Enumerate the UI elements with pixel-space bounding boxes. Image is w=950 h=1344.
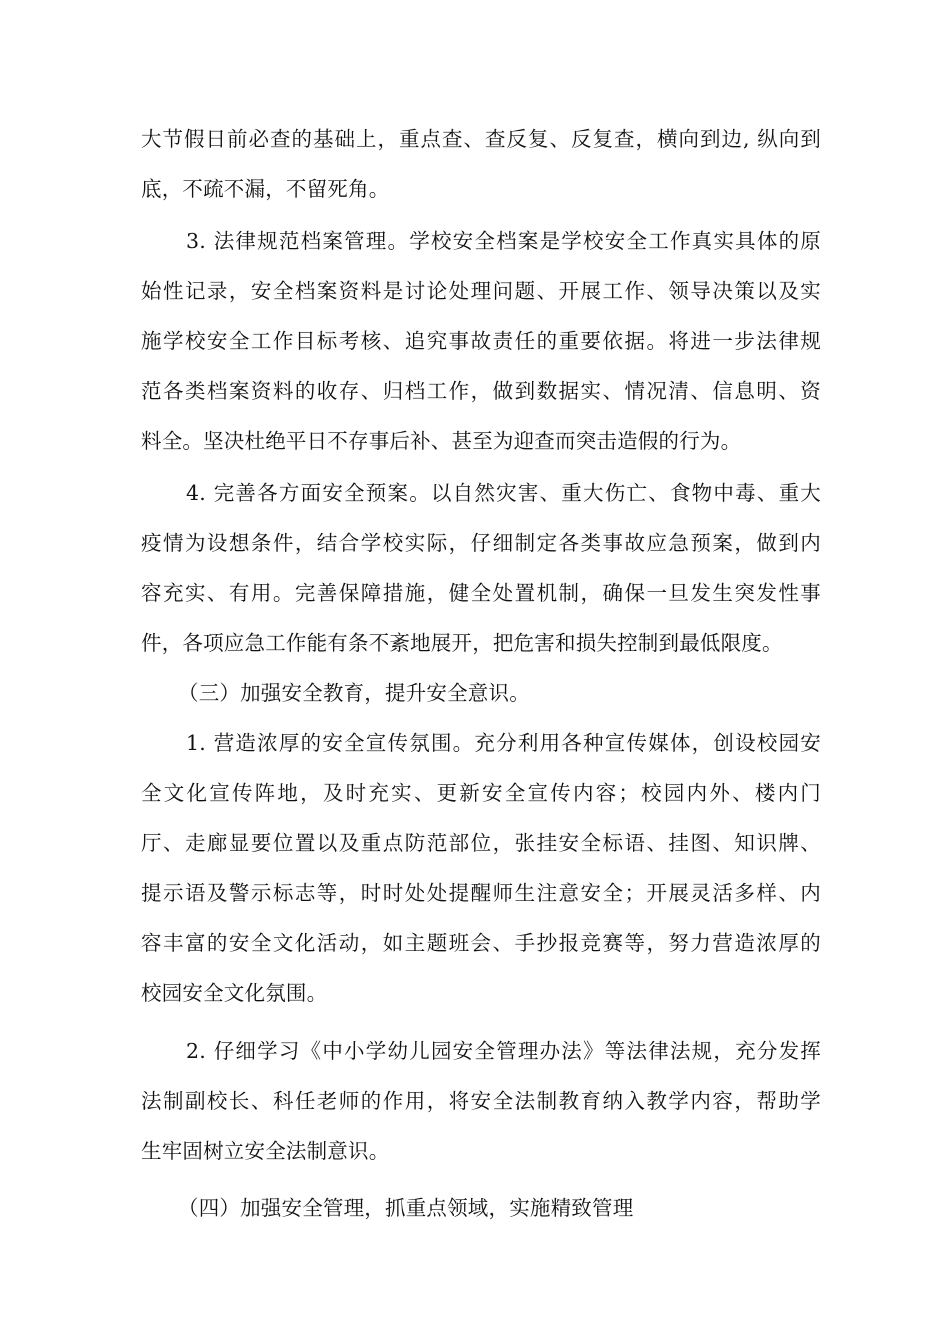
text-line: 范各类档案资料的收存、归档工作，做到数据实、情况清、信息明、资: [141, 379, 821, 403]
text-line: 校园安全文化氛围。: [141, 981, 328, 1005]
text-line: 底，不疏不漏，不留死角。: [141, 177, 390, 201]
text-line: 生牢固树立安全法制意识。: [141, 1139, 390, 1163]
text-line: 始性记录，安全档案资料是讨论处理问题、开展工作、领导决策以及实: [141, 279, 821, 303]
text-line: 容充实、有用。完善保障措施，健全处置机制，确保一旦发生突发性事: [141, 581, 821, 605]
text-line: 提示语及警示标志等，时时处处提醒师生注意安全；开展灵活多样、内: [141, 881, 821, 905]
text-line: 料全。坚决杜绝平日不存事后补、甚至为迎查而突击造假的行为。: [141, 429, 742, 453]
paragraph-4-first-line: 4. 完善各方面安全预案。以自然灾害、重大伤亡、食物中毒、重大: [186, 481, 821, 505]
item-1-first-line: 1. 营造浓厚的安全宣传氛围。充分利用各种宣传媒体，创设校园安: [186, 731, 821, 755]
text-line: 疫情为设想条件，结合学校实际，仔细制定各类事故应急预案，做到内: [141, 531, 821, 555]
text-line: 大节假日前必查的基础上，重点查、查反复、反复查，横向到边, 纵向到: [141, 127, 821, 151]
text-line: 全文化宣传阵地，及时充实、更新安全宣传内容；校园内外、楼内门: [141, 781, 821, 805]
section-heading-4: （四）加强安全管理，抓重点领域，实施精致管理: [178, 1196, 634, 1220]
text-line: 施学校安全工作目标考核、追究事故责任的重要依据。将进一步法律规: [141, 329, 821, 353]
text-line: 法制副校长、科任老师的作用，将安全法制教育纳入教学内容，帮助学: [141, 1089, 821, 1113]
section-heading-3: （三）加强安全教育，提升安全意识。: [178, 681, 530, 705]
text-line: 厅、走廊显要位置以及重点防范部位，张挂安全标语、挂图、知识牌、: [141, 831, 821, 855]
text-line: 件，各项应急工作能有条不紊地展开，把危害和损失控制到最低限度。: [141, 631, 783, 655]
item-2-first-line: 2. 仔细学习《中小学幼儿园安全管理办法》等法律法规，充分发挥: [186, 1039, 821, 1063]
paragraph-3-first-line: 3. 法律规范档案管理。学校安全档案是学校安全工作真实具体的原: [186, 229, 821, 253]
text-line: 容丰富的安全文化活动，如主题班会、手抄报竞赛等，努力营造浓厚的: [141, 931, 821, 955]
